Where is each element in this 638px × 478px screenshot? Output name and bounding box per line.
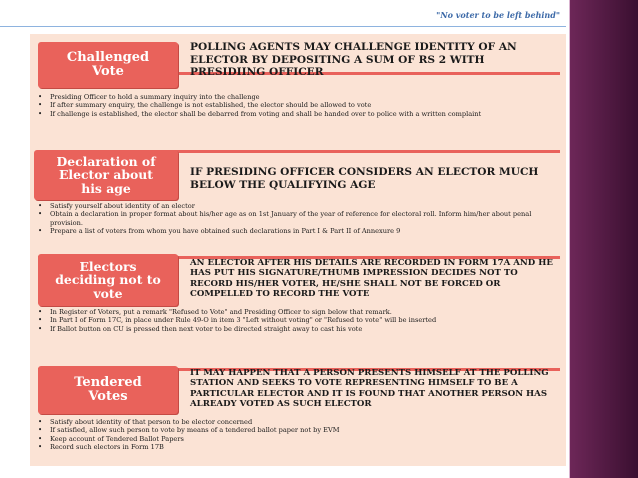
list-item: • If satisfied, allow such person to vote by means of a tendered ballot paper not by EVM — [36, 426, 558, 434]
list-item: • If after summary enquiry, the challenge is not established, the elector should be allowed to vote — [36, 101, 558, 109]
section-heading: IF PRESIDING OFFICER CONSIDERS AN ELECTOR MUCH BELOW THE QUALIFYING AGE — [190, 166, 539, 191]
side-decorative-band — [570, 0, 638, 478]
section-bullet-list — [36, 308, 558, 333]
list-item: • In Part I of Form 17C, in place under Rule 49-O in item 3 "Left without voting" or "Refused to vote" will be inserted — [36, 316, 558, 324]
list-item: • Presiding Officer to hold a summary inquiry into the challenge — [36, 93, 558, 101]
section-label: Electors deciding not to vote — [38, 254, 178, 306]
list-item: • If challenge is established, the elector shall be debarred from voting and shall be handed over to police with a written complaint — [36, 110, 558, 118]
list-item: • Satisfy about identity of that person to be elector concerned — [36, 418, 558, 426]
section-heading: IT MAY HAPPEN THAT A PERSON PRESENTS HIMSELF AT THE POLLING STATION AND SEEKS TO VOTE REPRESENTING HIMSELF TO BE A PARTICULAR ELECTOR AND IT IS FOUND THAT ANOTHER PERSON HAS ALREADY VOTED AS SUCH ELECTOR — [190, 368, 549, 409]
slogan-rule — [0, 26, 566, 27]
section-heading: AN ELECTOR AFTER HIS DETAILS ARE RECORDED IN FORM 17A AND HE HAS PUT HIS SIGNATURE/THUMB IMPRESSION DECIDES NOT TO RECORD HIS/HER VOTER, HE/SHE SHALL NOT BE FORCED OR COMPELLED TO RECORD THE VOTE — [190, 258, 553, 299]
section-bullet-list — [36, 418, 558, 452]
list-item: • In Register of Voters, put a remark "Refused to Vote" and Presiding Officer to sign below that remark. — [36, 308, 558, 316]
section-label: Challenged Vote — [38, 42, 178, 88]
section-label: Declaration of Elector about his age — [34, 150, 178, 200]
slogan-text: "No voter to be left behind" — [436, 10, 560, 20]
list-item: • Prepare a list of voters from whom you have obtained such declarations in Part I & Part II of Annexure 9 — [36, 227, 558, 235]
list-item: • Obtain a declaration in proper format about his/her age as on 1st January of the year of reference for electoral roll. Inform him/her about penal provision. — [36, 210, 558, 227]
list-item: • Satisfy yourself about identity of an elector — [36, 202, 558, 210]
list-item: • Record such electors in Form 17B — [36, 443, 558, 451]
section-label: Tendered Votes — [38, 366, 178, 414]
list-item: • If Ballot button on CU is pressed then next voter to be directed straight away to cast his vote — [36, 325, 558, 333]
section-bullet-list — [36, 202, 558, 236]
side-divider-line — [569, 0, 570, 478]
section-heading: POLLING AGENTS MAY CHALLENGE IDENTITY OF AN ELECTOR BY DEPOSITING A SUM OF RS 2 WITH PRESIDIING OFFICER — [190, 41, 517, 79]
section-bullet-list — [36, 93, 558, 118]
list-item: • Keep account of Tendered Ballot Papers — [36, 435, 558, 443]
